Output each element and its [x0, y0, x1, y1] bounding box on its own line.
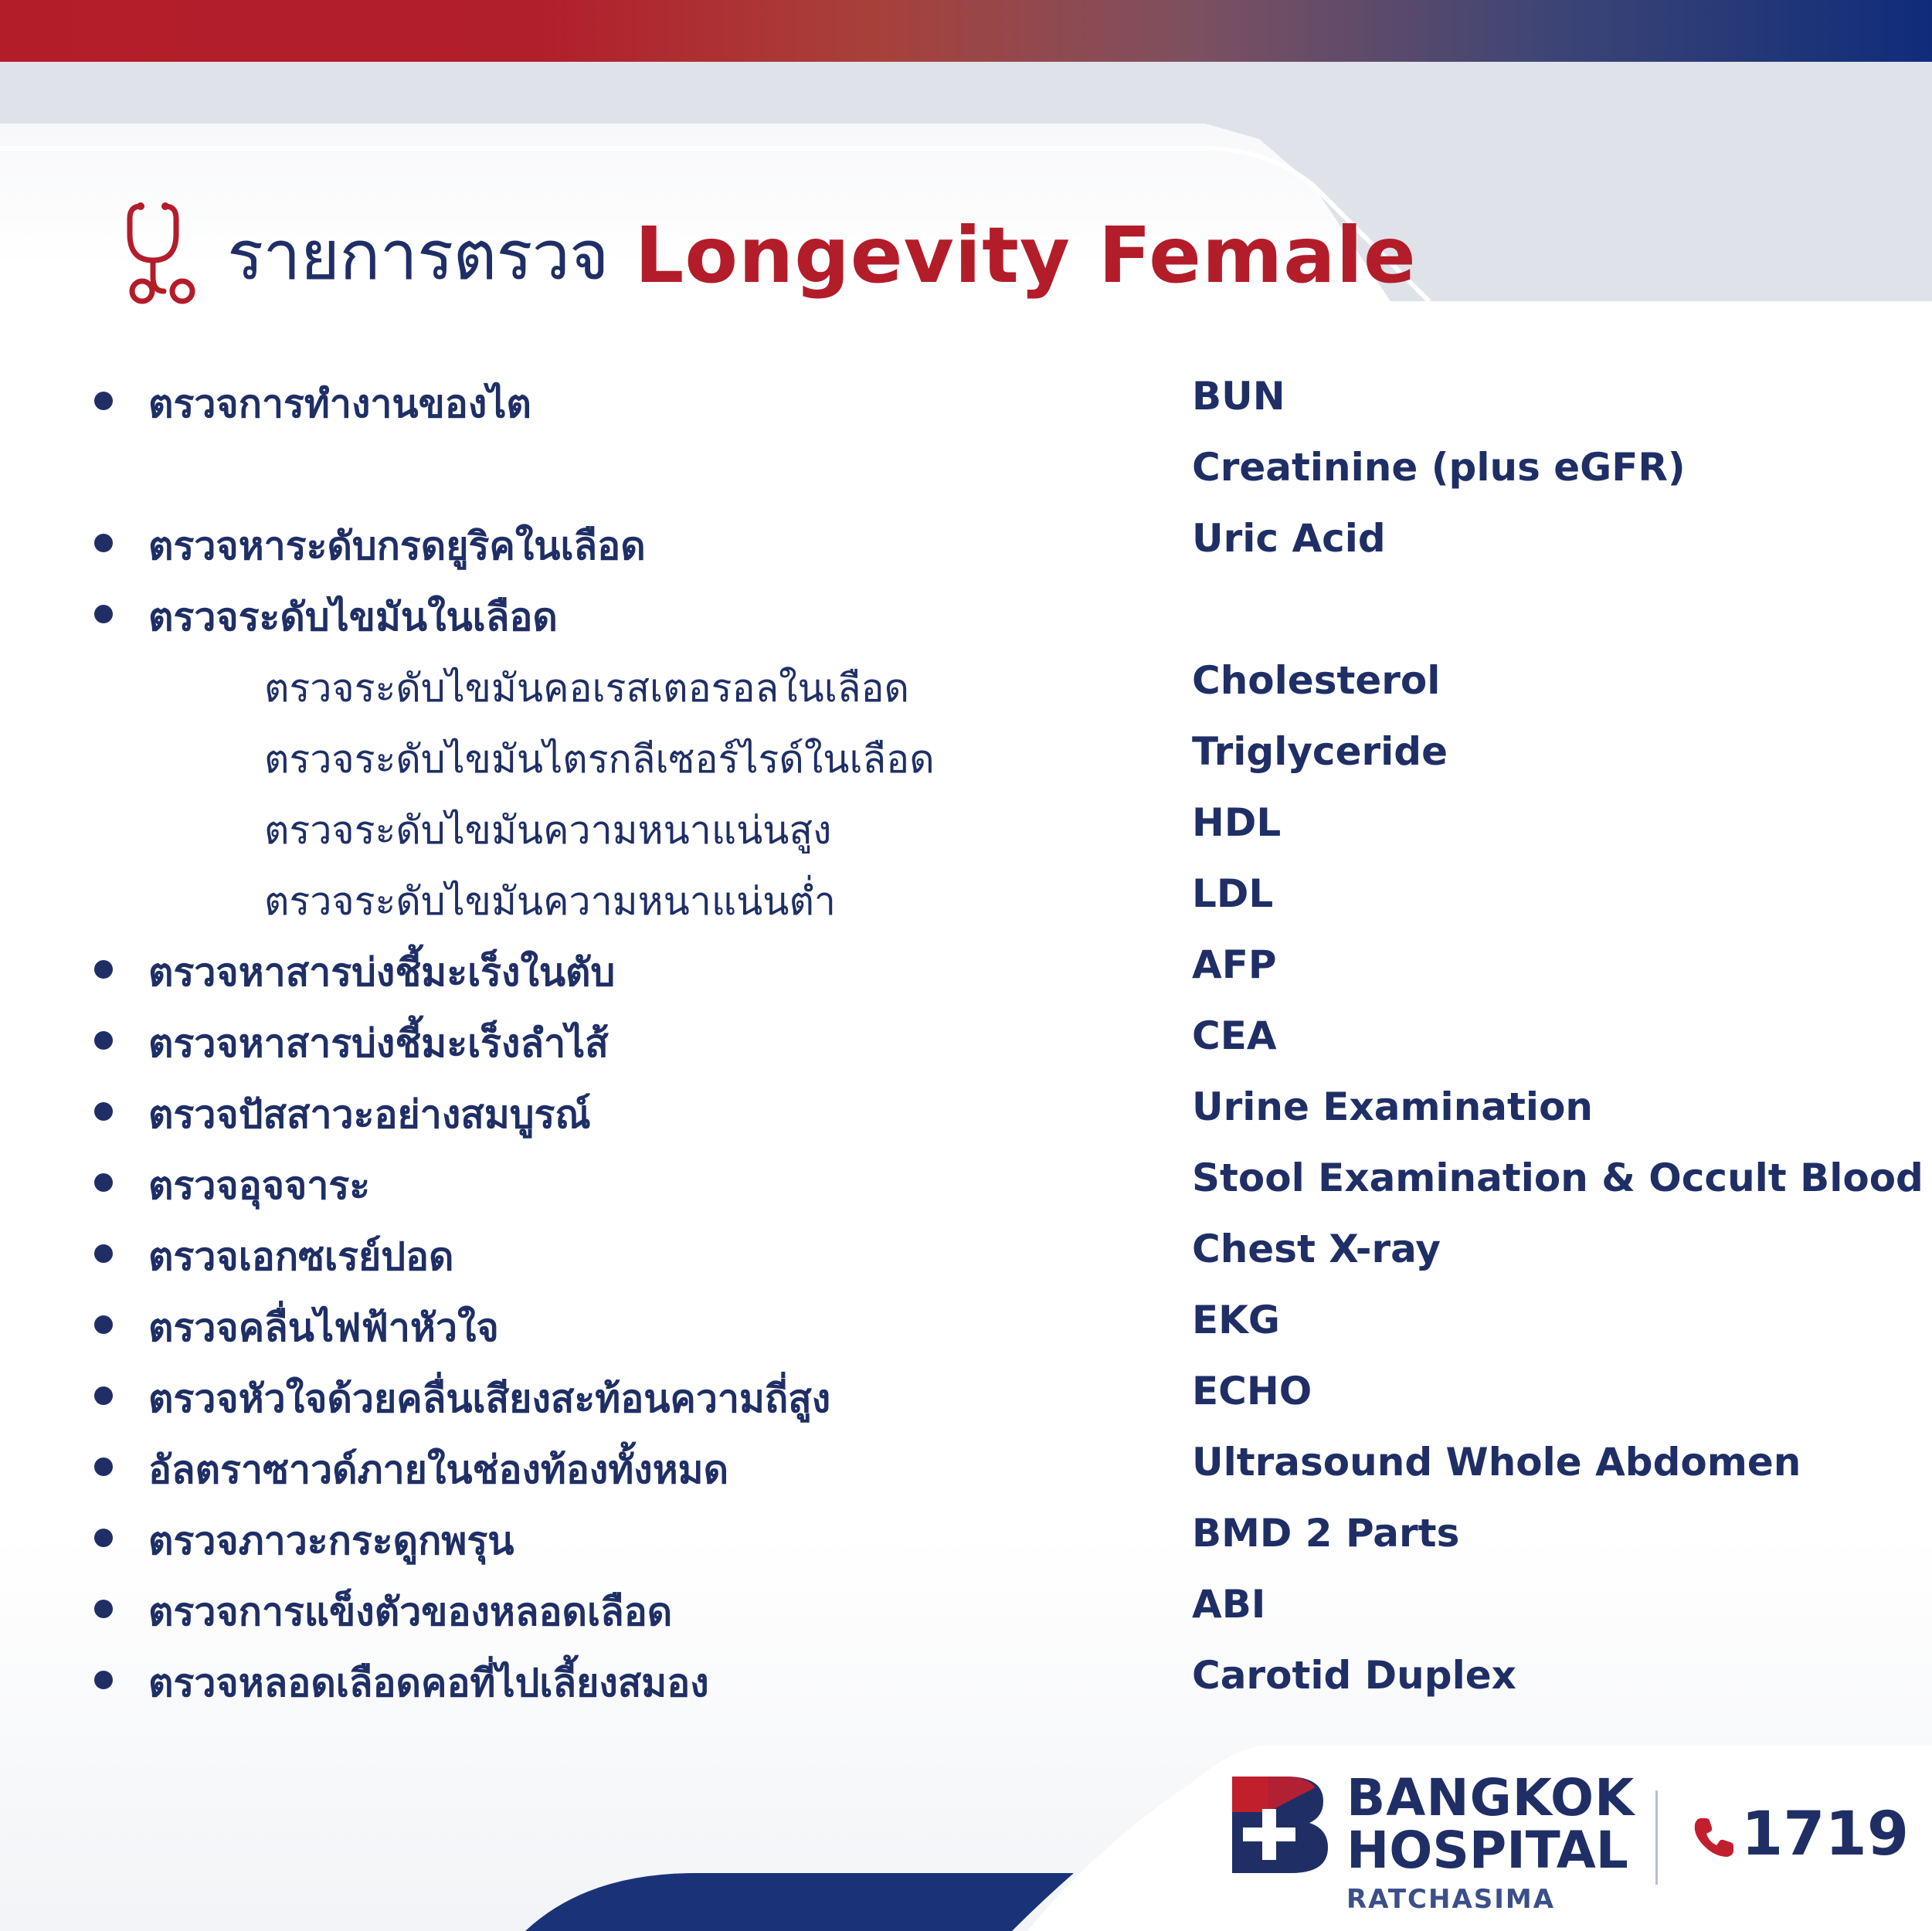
item-thai-label: ตรวจปัสสาวะอย่างสมบูรณ์: [148, 1092, 591, 1137]
list-item: [0, 1003, 1932, 1074]
sub-item-thai-label: ตรวจระดับไขมันคอเรสเตอรอลในเลือด: [264, 666, 909, 711]
phone-icon: [1692, 1815, 1737, 1860]
list-item: [0, 1358, 1932, 1429]
item-english-label: Carotid Duplex: [1192, 1653, 1516, 1698]
footer-curve: [0, 1715, 1932, 1931]
list-item: [0, 718, 1932, 789]
item-english-label: Creatinine (plus eGFR): [1192, 445, 1686, 490]
item-english-label: Urine Examination: [1192, 1084, 1594, 1129]
list-item: [0, 1145, 1932, 1216]
item-thai-label: ตรวจเอกซเรย์ปอด: [148, 1234, 454, 1279]
list-item: [0, 1216, 1932, 1287]
stethoscope-icon: [124, 197, 201, 313]
page-header: [124, 197, 1417, 313]
item-english-label: EKG: [1192, 1298, 1280, 1342]
bullet-icon: [94, 1244, 113, 1263]
bullet-icon: [94, 1173, 113, 1192]
item-english-label: Cholesterol: [1192, 658, 1441, 703]
bullet-icon: [94, 1031, 113, 1050]
bullet-icon: [94, 1386, 113, 1405]
item-thai-label: ตรวจหัวใจด้วยคลื่นเสียงสะท้อนความถี่สูง: [148, 1376, 831, 1421]
bullet-icon: [94, 1102, 113, 1121]
list-item: [0, 434, 1932, 505]
item-english-label: BUN: [1192, 374, 1285, 419]
item-thai-label: ตรวจหาสารบ่งชี้มะเร็งลำไส้: [148, 1021, 609, 1066]
item-english-label: AFP: [1192, 942, 1277, 987]
item-english-label: CEA: [1192, 1013, 1277, 1058]
item-english-label: Chest X-ray: [1192, 1227, 1441, 1271]
list-item: [0, 363, 1932, 434]
list-item: [0, 1500, 1932, 1571]
list-item: [0, 647, 1932, 718]
item-english-label: Stool Examination & Occult Blood: [1192, 1156, 1924, 1200]
brand-line-3: RATCHASIMA: [1346, 1884, 1556, 1915]
sub-item-thai-label: ตรวจระดับไขมันความหนาแน่นสูง: [264, 808, 832, 853]
sub-item-thai-label: ตรวจระดับไขมันไตรกลีเซอร์ไรด์ในเลือด: [264, 737, 935, 782]
list-item: [0, 932, 1932, 1003]
item-thai-label: อัลตราซาวด์ภายในช่องท้องทั้งหมด: [148, 1447, 729, 1492]
item-english-label: ABI: [1192, 1582, 1266, 1627]
item-english-label: BMD 2 Parts: [1192, 1511, 1460, 1556]
bullet-icon: [94, 605, 113, 623]
item-english-label: ECHO: [1192, 1369, 1312, 1413]
item-english-label: HDL: [1192, 800, 1282, 845]
bullet-icon: [94, 392, 113, 410]
bullet-icon: [94, 1458, 113, 1476]
brand-line-1: BANGKOK: [1346, 1768, 1635, 1827]
item-thai-label: ตรวจการทำงานของไต: [148, 382, 531, 426]
item-thai-label: ตรวจหาระดับกรดยูริคในเลือด: [148, 524, 646, 568]
item-thai-label: ตรวจคลื่นไฟฟ้าหัวใจ: [148, 1305, 499, 1350]
list-item: [0, 1642, 1932, 1713]
bullet-icon: [94, 534, 113, 552]
bullet-icon: [94, 1315, 113, 1334]
footer-divider: [1655, 1790, 1658, 1885]
page-title-thai: รายการตรวจ: [227, 215, 609, 295]
bullet-icon: [94, 1529, 113, 1547]
list-item: [0, 860, 1932, 932]
page-title-english: Longevity Female: [634, 209, 1417, 300]
item-english-label: Triglyceride: [1192, 729, 1448, 774]
bullet-icon: [94, 1600, 113, 1618]
item-english-label: LDL: [1192, 871, 1274, 916]
item-english-label: Ultrasound Whole Abdomen: [1192, 1440, 1801, 1485]
bullet-icon: [94, 960, 113, 979]
phone-number[interactable]: 1719: [1741, 1800, 1910, 1869]
item-thai-label: ตรวจหลอดเลือดคอที่ไปเลี้ยงสมอง: [148, 1661, 709, 1705]
list-item: [0, 1287, 1932, 1358]
item-thai-label: ตรวจภาวะกระดูกพรุน: [148, 1519, 514, 1563]
item-english-label: Uric Acid: [1192, 516, 1386, 561]
list-item: [0, 576, 1932, 647]
list-item: [0, 1429, 1932, 1500]
list-item: [0, 789, 1932, 860]
item-thai-label: ตรวจอุจจาระ: [148, 1163, 371, 1208]
item-thai-label: ตรวจการแข็งตัวของหลอดเลือด: [148, 1590, 673, 1634]
list-item: [0, 505, 1932, 576]
item-thai-label: ตรวจระดับไขมันในเลือด: [148, 595, 558, 640]
list-item: [0, 1074, 1932, 1145]
list-item: [0, 1571, 1932, 1642]
brand-name: [1346, 1768, 1635, 1916]
bangkok-hospital-logo: [1232, 1777, 1329, 1873]
bullet-icon: [94, 1671, 113, 1689]
brand-line-2: HOSPITAL: [1346, 1821, 1628, 1880]
sub-item-thai-label: ตรวจระดับไขมันความหนาแน่นต่ำ: [264, 879, 836, 924]
item-thai-label: ตรวจหาสารบ่งชี้มะเร็งในตับ: [148, 950, 616, 995]
